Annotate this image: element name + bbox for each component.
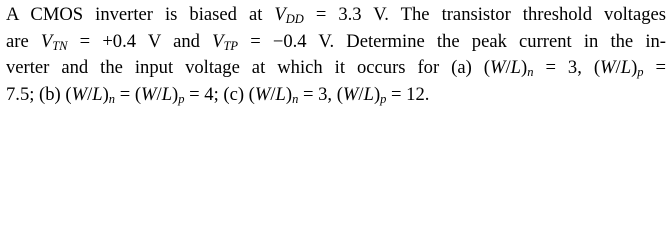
paren-close: ) <box>373 83 381 105</box>
text-segment: = ( <box>115 83 142 105</box>
subscript-p: p <box>637 65 644 79</box>
variable-w: W <box>342 83 359 105</box>
problem-line-1 <box>6 2 666 29</box>
variable-v: V <box>274 4 286 25</box>
text-segment: = 3, ( <box>298 83 343 105</box>
vdd-symbol <box>274 4 303 25</box>
text-segment: = 4; (c) ( <box>184 83 255 105</box>
slash: / <box>156 83 162 105</box>
subscript-n: n <box>292 91 299 106</box>
slash: / <box>270 83 276 105</box>
subscript-p: p <box>380 91 387 106</box>
text-segment: = 12. <box>386 83 430 105</box>
variable-l: L <box>510 57 521 78</box>
text-segment: verter and the input voltage at which it occurs for (a) ( <box>6 57 490 78</box>
problem-line-4 <box>6 82 666 109</box>
subscript-tp: TP <box>223 38 239 53</box>
variable-w: W <box>141 83 157 105</box>
subscript-tn: TN <box>52 38 68 53</box>
vtn-symbol <box>41 31 68 52</box>
paren-close: ) <box>102 83 109 105</box>
vtp-symbol <box>212 31 238 52</box>
variable-w: W <box>489 57 506 78</box>
variable-l: L <box>161 83 173 105</box>
variable-w: W <box>71 83 88 105</box>
subscript-n: n <box>527 65 534 79</box>
slash: / <box>615 57 621 78</box>
slash: / <box>87 83 93 105</box>
paren-close: ) <box>285 83 293 105</box>
variable-l: L <box>620 57 632 78</box>
subscript-dd: DD <box>285 12 304 26</box>
text-segment: 7.5; (b) ( <box>6 83 72 105</box>
paren-close: ) <box>521 57 528 78</box>
problem-line-3 <box>6 55 666 82</box>
slash: / <box>505 57 511 78</box>
variable-l: L <box>363 83 374 105</box>
text-segment: A CMOS inverter is biased at <box>6 4 275 25</box>
text-segment: = −0.4 V. Determine the peak current in the in- <box>238 30 666 52</box>
problem-line-2 <box>6 29 666 56</box>
variable-v: V <box>212 30 224 52</box>
text-segment: = <box>643 57 666 78</box>
variable-v: V <box>40 30 53 52</box>
subscript-n: n <box>108 91 116 106</box>
slash: / <box>358 83 364 105</box>
variable-l: L <box>92 83 103 105</box>
subscript-p: p <box>178 91 185 106</box>
text-segment: = 3.3 V. The transistor threshold voltages <box>303 4 666 25</box>
paren-close: ) <box>172 83 179 105</box>
text-segment: are <box>6 30 41 52</box>
problem-statement <box>0 0 670 111</box>
paren-close: ) <box>631 57 638 78</box>
variable-w: W <box>254 83 271 105</box>
text-segment: = +0.4 V and <box>67 30 213 52</box>
variable-w: W <box>600 57 616 78</box>
variable-l: L <box>275 83 286 105</box>
text-segment: = 3, ( <box>533 57 601 78</box>
